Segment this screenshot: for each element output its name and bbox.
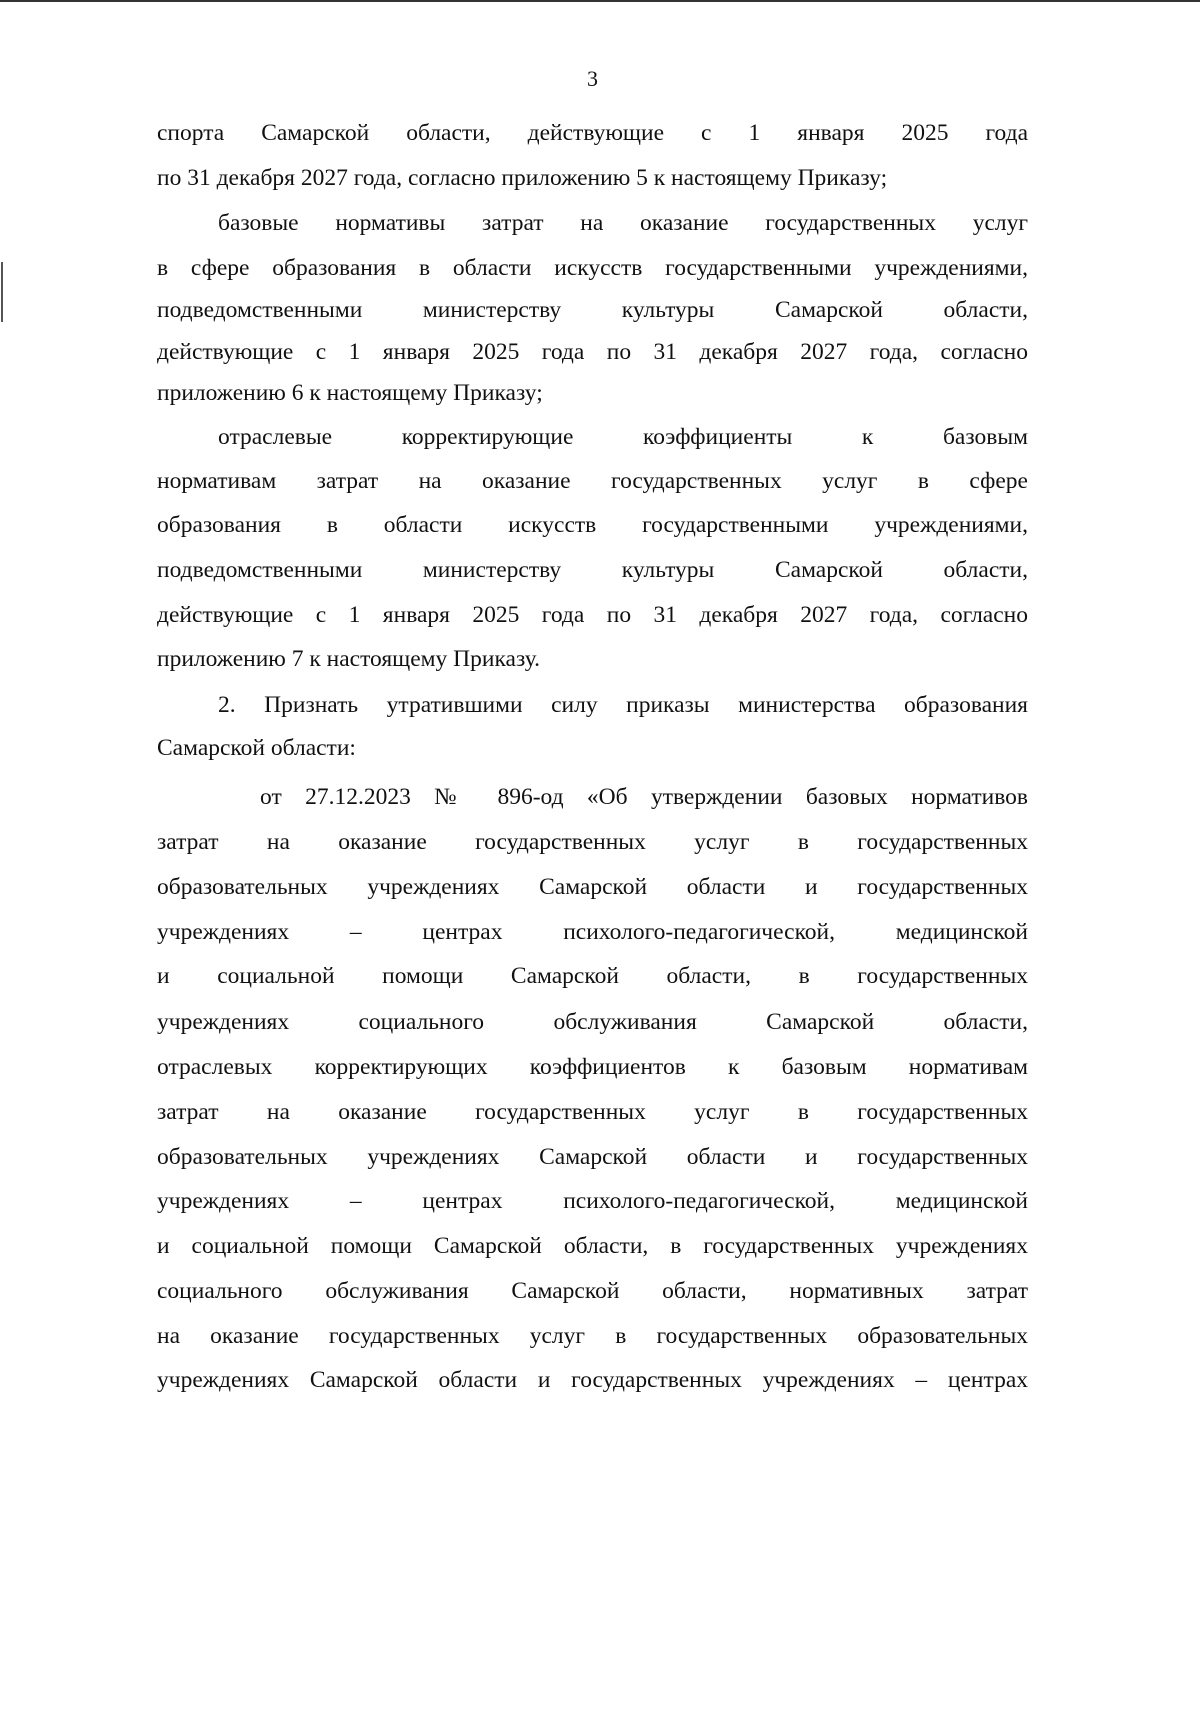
text-line: образовательных учреждениях Самарской области и государственных	[157, 1144, 1028, 1170]
text-line: подведомственными министерству культуры Самарской области,	[157, 297, 1028, 323]
text-line: учреждениях Самарской области и государственных учреждениях – центрах	[157, 1367, 1028, 1393]
text-line: учреждениях социального обслуживания Самарской области,	[157, 1009, 1028, 1035]
text-line: по 31 декабря 2027 года, согласно приложению 5 к настоящему Приказу;	[157, 165, 888, 191]
text-line: Самарской области:	[157, 735, 356, 761]
text-line: приложению 7 к настоящему Приказу.	[157, 646, 541, 672]
text-line: спорта Самарской области, действующие с 1 января 2025 года	[157, 120, 1028, 146]
text-line: социального обслуживания Самарской области, нормативных затрат	[157, 1278, 1028, 1304]
text-line: отраслевые корректирующие коэффициенты к базовым	[218, 424, 1028, 450]
text-line: нормативам затрат на оказание государственных услуг в сфере	[157, 468, 1028, 494]
text-line: в сфере образования в области искусств государственными учреждениями,	[157, 255, 1028, 281]
text-line: действующие с 1 января 2025 года по 31 декабря 2027 года, согласно	[157, 602, 1028, 628]
scan-margin-mark	[1, 262, 3, 322]
scan-top-border	[0, 0, 1200, 2]
text-line: затрат на оказание государственных услуг в государственных	[157, 829, 1028, 855]
text-line: и социальной помощи Самарской области, в государственных учреждениях	[157, 1233, 1028, 1259]
text-line: от 27.12.2023 № 896-од «Об утверждении базовых нормативов	[260, 784, 1028, 810]
text-line: базовые нормативы затрат на оказание государственных услуг	[218, 210, 1028, 236]
text-line: приложению 6 к настоящему Приказу;	[157, 380, 543, 406]
text-line: учреждениях – центрах психолого-педагогической, медицинской	[157, 919, 1028, 945]
text-line: образования в области искусств государственными учреждениями,	[157, 512, 1028, 538]
text-line: 2. Признать утратившими силу приказы министерства образования	[218, 692, 1028, 718]
text-line: на оказание государственных услуг в государственных образовательных	[157, 1323, 1028, 1349]
text-line: и социальной помощи Самарской области, в государственных	[157, 963, 1028, 989]
text-line: отраслевых корректирующих коэффициентов к базовым нормативам	[157, 1054, 1028, 1080]
text-line: затрат на оказание государственных услуг в государственных	[157, 1099, 1028, 1125]
page-number: 3	[587, 66, 598, 91]
text-line: образовательных учреждениях Самарской области и государственных	[157, 874, 1028, 900]
text-line: подведомственными министерству культуры Самарской области,	[157, 557, 1028, 583]
text-line: учреждениях – центрах психолого-педагогической, медицинской	[157, 1188, 1028, 1214]
text-line: действующие с 1 января 2025 года по 31 декабря 2027 года, согласно	[157, 339, 1028, 365]
